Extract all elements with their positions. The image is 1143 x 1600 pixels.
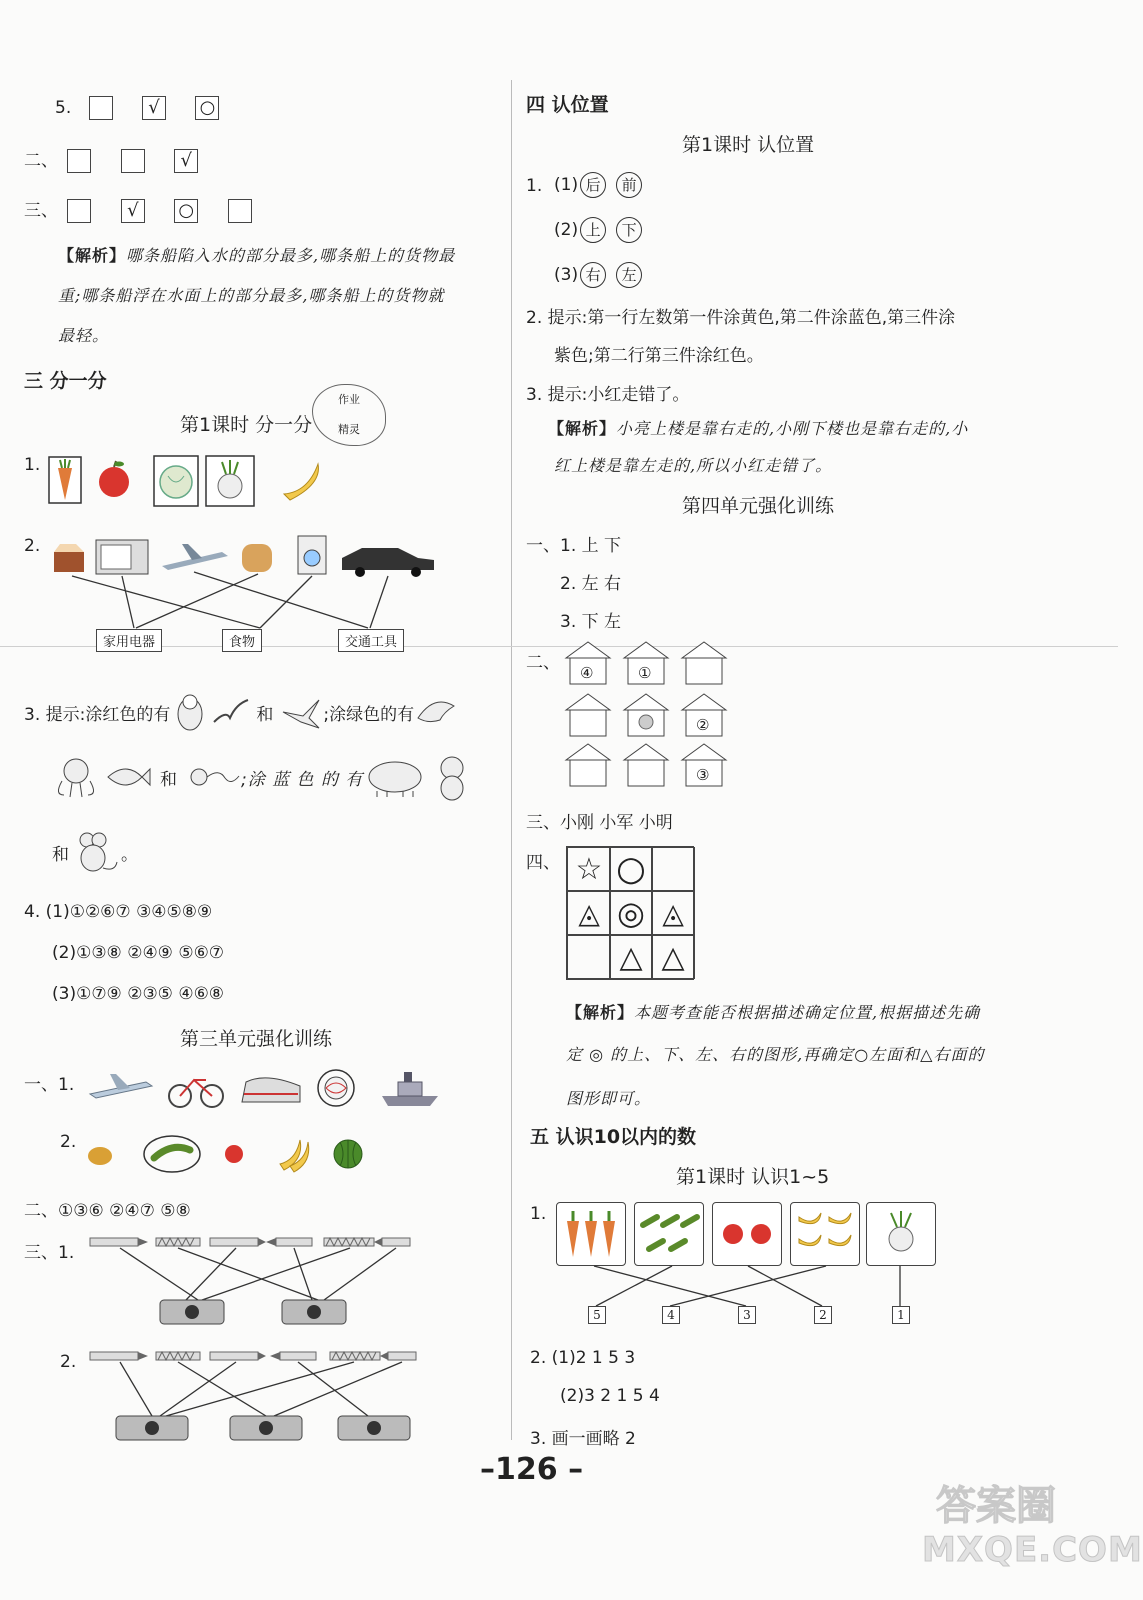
u3-san1-label: 三、1. [24, 1243, 75, 1263]
shape-grid [566, 846, 694, 980]
monkey-icon [427, 752, 477, 802]
r5-q2-line1: 2. (1)2 1 5 3 [530, 1348, 636, 1368]
ship-icon [382, 1072, 438, 1106]
house-icon [624, 694, 668, 736]
cabbage-icon [160, 466, 192, 498]
circled-answer: 右 [580, 262, 606, 288]
category-box: 家用电器 [96, 629, 162, 652]
tadpole-icon [185, 762, 241, 792]
grid-cell: △ [651, 935, 695, 979]
circled-answer: 下 [616, 217, 642, 243]
u4-san: 三、小刚 小军 小明 [526, 813, 673, 833]
r-q2-line2: 紫色;第二行第三件涂红色。 [554, 346, 764, 366]
number-box: 3 [738, 1306, 756, 1324]
page-number: –126 – [480, 1452, 584, 1487]
pencil-icon [380, 1352, 416, 1360]
san-label: 三、 [24, 201, 58, 221]
r-q2-line1: 2. 提示:第一行左数第一件涂黄色,第二件涂蓝色,第三件涂 [526, 308, 956, 328]
category-box: 食物 [222, 629, 262, 652]
q3-line3: 和 。 [52, 828, 138, 876]
tomato-icon [225, 1145, 243, 1163]
q4-line2: (2)①③⑧ ②④⑨ ⑤⑥⑦ [52, 943, 225, 963]
grid-cell: ○ [609, 847, 653, 891]
section-4-title: 四 认位置 [526, 94, 609, 116]
u3-q1-pictures [86, 1066, 446, 1112]
sharpener-box [282, 1300, 346, 1324]
match-lines [120, 1248, 396, 1300]
q5-label: 5. [55, 98, 72, 118]
u4-line1: 一、1. 上 下 [526, 536, 622, 556]
answer-box: √ [121, 199, 145, 223]
analysis-2-line2: 红上楼是靠左走的,所以小红走错了。 [554, 456, 833, 475]
lesson-title: 第1课时 认识1~5 [676, 1166, 830, 1188]
analysis-1: 【解析】哪条船陷入水的部分最多,哪条船上的货物最 [58, 246, 456, 265]
pig-icon [363, 755, 427, 799]
q2-label: 2. [24, 536, 41, 556]
u4-er-label: 二、 [526, 653, 560, 673]
house-icon [682, 642, 726, 684]
circled-answer: 左 [616, 262, 642, 288]
sharpener-box [230, 1416, 302, 1440]
watermark-logo: 答案圈 [936, 1483, 1056, 1529]
circled-answer: 前 [616, 172, 642, 198]
grid-cell: ◎ [609, 891, 653, 935]
q3-line2: 和 ;涂 蓝 色 的 有 [50, 752, 477, 802]
r-q1-label: 1. [526, 176, 543, 196]
san-row [24, 196, 252, 223]
lesson-title: 第1课时 认位置 [682, 134, 815, 156]
grid-cell: △ [609, 935, 653, 979]
sharpener-box [116, 1416, 188, 1440]
pencil-matching-2 [86, 1346, 426, 1446]
pencil-icon [374, 1238, 410, 1246]
fold-line [0, 646, 1118, 647]
circled-answer: 后 [580, 172, 606, 198]
lesson-title: 第1课时 分一分 [180, 414, 313, 436]
q4-line1: 4. (1)①②⑥⑦ ③④⑤⑧⑨ [24, 902, 213, 922]
ball-icon [318, 1070, 354, 1106]
u4-line3: 3. 下 左 [560, 612, 622, 632]
picture-box [634, 1202, 704, 1266]
bread-icon [242, 544, 272, 572]
watermelon-icon [334, 1140, 362, 1168]
position-row: (2) 上 下 [554, 217, 652, 243]
analysis-2: 【解析】小亮上楼是靠右走的,小刚下楼也是靠右走的,小 [548, 419, 969, 438]
q2-matching [46, 530, 446, 630]
saw-pencil-icon [330, 1352, 380, 1360]
fish-icon [102, 757, 152, 797]
number-match-lines [560, 1266, 920, 1310]
octopus-icon [50, 755, 102, 799]
analysis-3-line3: 图形即可。 [566, 1089, 652, 1108]
pencil-icon [266, 1238, 312, 1246]
grid-cell: ◬ [567, 891, 611, 935]
picture-box [712, 1202, 782, 1266]
houses-grid [564, 640, 736, 790]
r5-q3-line: 3. 画一画略 2 [530, 1429, 636, 1449]
match-lines [120, 1362, 402, 1416]
apple-icon [99, 461, 129, 497]
answer-box [67, 149, 91, 173]
picture-box [790, 1202, 860, 1266]
u3-q1-label: 一、1. [24, 1075, 75, 1095]
saw-pencil-icon [324, 1238, 374, 1246]
position-row: (1) 后 前 [554, 172, 652, 198]
airplane-icon [90, 1074, 152, 1098]
cake-icon [54, 544, 84, 572]
bicycle-icon [169, 1080, 223, 1107]
grid-cell [567, 935, 611, 979]
q3-line1: 3. 提示:涂红色的有 和 ;涂绿色的有 [24, 690, 458, 734]
saw-pencil-icon [156, 1238, 200, 1246]
picture-box [556, 1202, 626, 1266]
house-icon [624, 744, 668, 786]
answer-box: ○ [195, 96, 219, 120]
number-box: 2 [814, 1306, 832, 1324]
answer-box [67, 199, 91, 223]
position-row: (3) 右 左 [554, 262, 652, 288]
circled-answer: 上 [580, 217, 606, 243]
unit-4-title: 第四单元强化训练 [682, 495, 835, 517]
cucumbers-icon [635, 1203, 703, 1265]
carrots-icon [557, 1203, 625, 1265]
watermark-url: MXQE.COM [922, 1530, 1143, 1570]
house-number: ① [638, 664, 652, 682]
cucumber-icon [154, 1147, 190, 1158]
microwave-icon [96, 540, 148, 574]
washing-machine-icon [298, 536, 326, 574]
u3-q2-pictures [84, 1130, 374, 1174]
section-3-title: 三 分一分 [24, 370, 107, 392]
seagull-icon [210, 692, 250, 732]
pencil-icon [90, 1238, 148, 1246]
u3-er: 二、①③⑥ ②④⑦ ⑤⑧ [24, 1201, 191, 1221]
u3-q2-label: 2. [60, 1132, 77, 1152]
radish-icon [867, 1203, 935, 1265]
unit-3-title: 第三单元强化训练 [180, 1028, 333, 1050]
number-box: 1 [892, 1306, 910, 1324]
u3-san2-label: 2. [60, 1352, 77, 1372]
banana-icon [280, 1140, 309, 1172]
parrot-icon [170, 690, 210, 734]
circle-mark [144, 1136, 200, 1172]
r-q3-line: 3. 提示:小红走错了。 [526, 385, 690, 405]
tomatoes-icon [713, 1203, 781, 1265]
r5-q1-label: 1. [530, 1204, 547, 1224]
airplane-icon [162, 544, 228, 570]
house-icon [566, 694, 610, 736]
r5-q2-line2: (2)3 2 1 5 4 [560, 1386, 660, 1406]
saw-pencil-icon [156, 1352, 200, 1360]
mouse-icon [69, 828, 121, 876]
pencil-matching-1 [86, 1232, 416, 1330]
bananas-icon [791, 1203, 859, 1265]
banana-icon [284, 464, 318, 500]
er-row [24, 146, 198, 173]
u4-si-label: 四、 [526, 853, 560, 873]
answer-box [228, 199, 252, 223]
number-box: 5 [588, 1306, 606, 1324]
answer-box: √ [142, 96, 166, 120]
answer-box [89, 96, 113, 120]
pencil-icon [270, 1352, 316, 1360]
pencil-icon [210, 1238, 266, 1246]
house-number: ② [696, 716, 710, 734]
analysis-1-line3: 最轻。 [58, 326, 110, 345]
car-icon [342, 548, 434, 577]
section-5-title: 五 认识10以内的数 [530, 1126, 697, 1148]
picture-box [866, 1202, 936, 1266]
homework-stamp: 作业 精灵 [312, 384, 386, 446]
analysis-3: 【解析】本题考查能否根据描述确定位置,根据描述先确 [566, 1003, 981, 1022]
q5-row [55, 96, 219, 120]
mango-icon [88, 1147, 112, 1165]
grid-cell: ☆ [567, 847, 611, 891]
u4-line2: 2. 左 右 [560, 574, 622, 594]
grid-cell [651, 847, 695, 891]
answer-box [121, 149, 145, 173]
q1-label: 1. [24, 455, 41, 475]
sharpener-box [160, 1300, 224, 1324]
er-label: 二、 [24, 151, 58, 171]
column-divider [511, 80, 512, 1440]
match-lines [72, 572, 388, 628]
number-box: 4 [662, 1306, 680, 1324]
answer-box: ○ [174, 199, 198, 223]
category-box: 交通工具 [338, 629, 404, 652]
analysis-1-line2: 重;哪条船浮在水面上的部分最多,哪条船上的货物就 [58, 286, 445, 305]
train-icon [242, 1078, 300, 1102]
dolphin-icon [414, 690, 458, 734]
house-icon [566, 744, 610, 786]
house-number: ③ [696, 766, 710, 784]
answer-box: √ [174, 149, 198, 173]
sharpener-box [338, 1416, 410, 1440]
pencil-icon [90, 1352, 148, 1360]
q1-pictures [46, 454, 346, 512]
pencil-icon [210, 1352, 266, 1360]
grid-cell: ◬ [651, 891, 695, 935]
swallow-icon [279, 692, 323, 732]
analysis-3-line2: 定 ◎ 的上、下、左、右的图形,再确定○左面和△右面的 [566, 1045, 985, 1064]
house-number: ④ [580, 664, 594, 682]
q4-line3: (3)①⑦⑨ ②③⑤ ④⑥⑧ [52, 984, 225, 1004]
